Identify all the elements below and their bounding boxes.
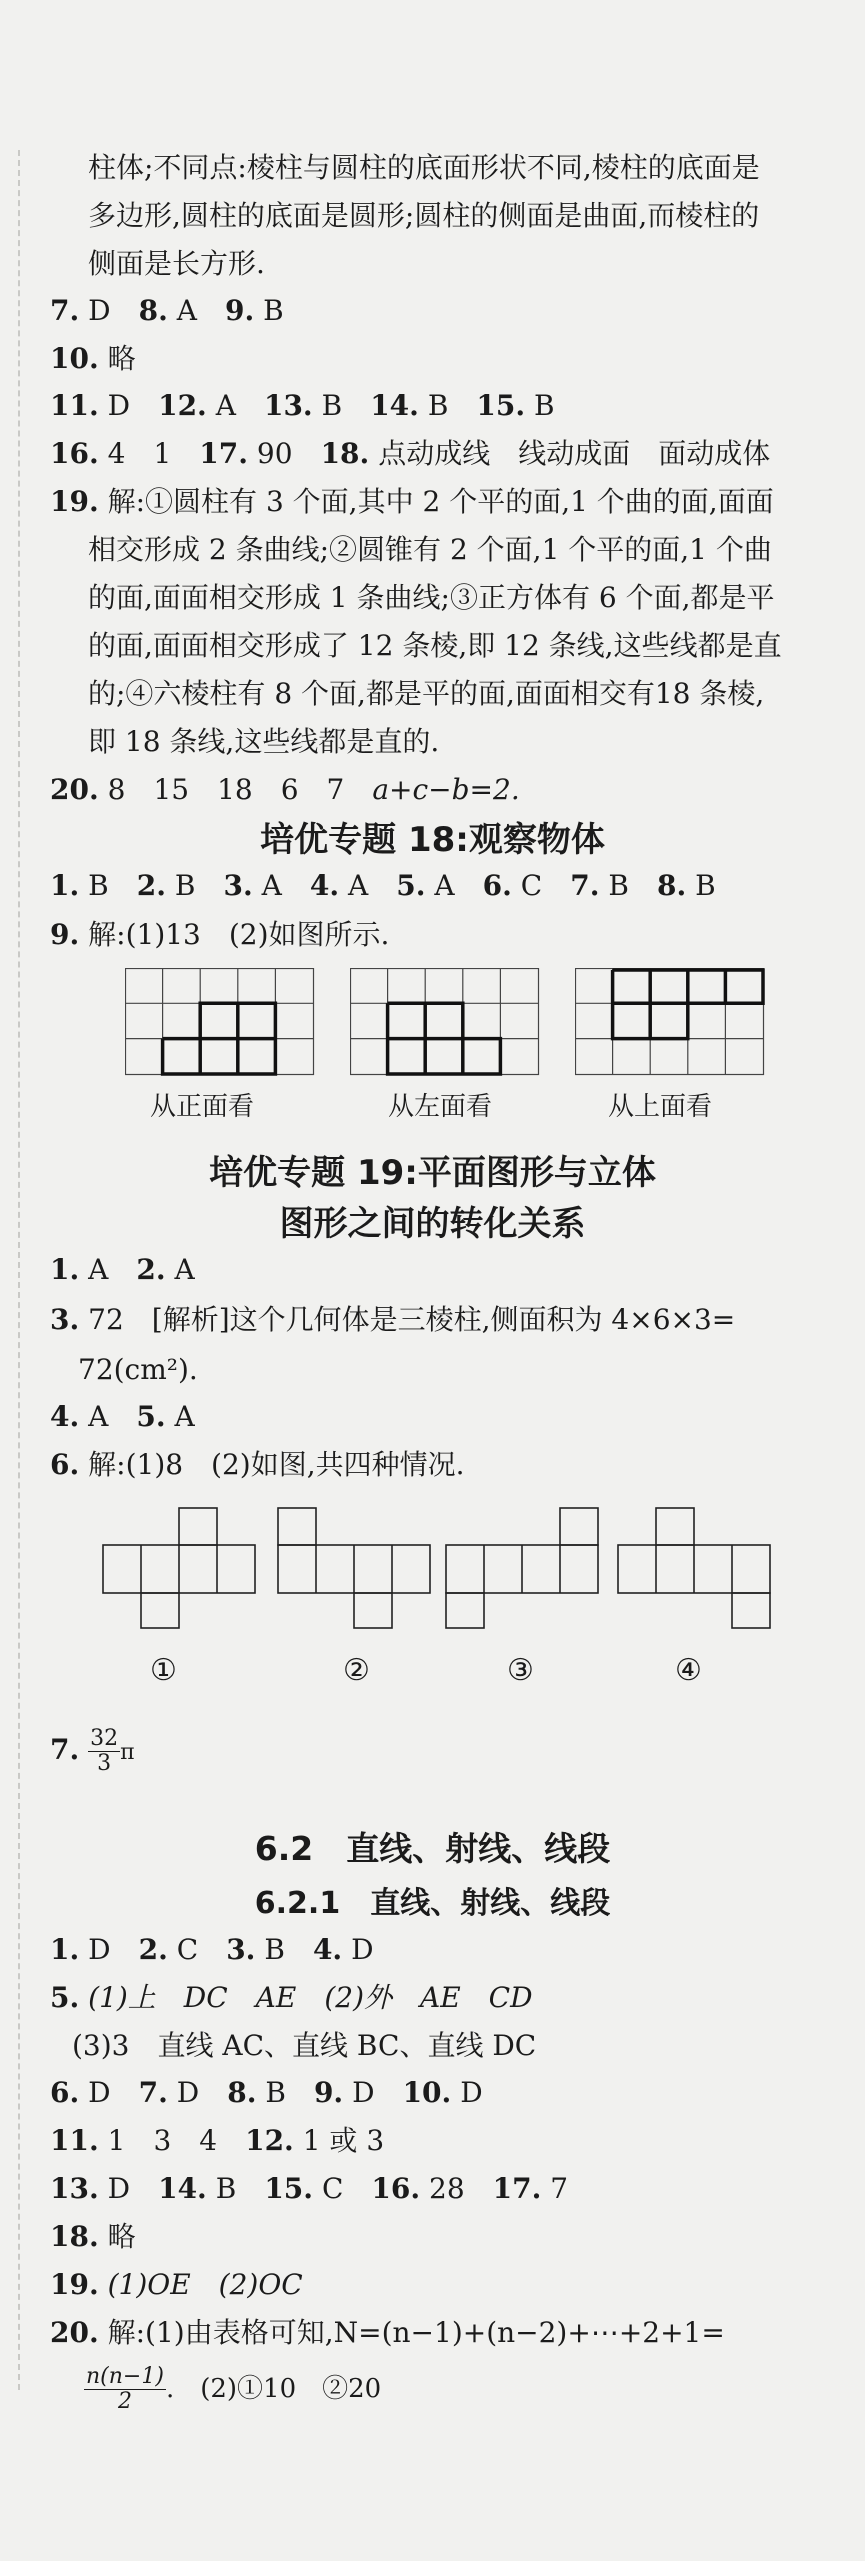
cube-net-2 xyxy=(275,1505,435,1631)
answer-line-16-18: 16. 4 1 17. 90 18. 点动成线 线动成面 面动成体 xyxy=(50,437,771,470)
binding-margin-line xyxy=(18,150,20,2390)
answer-19-line3: 的面,面面相交形成 1 条曲线;③正方体有 6 个面,都是平 xyxy=(88,581,775,614)
answer-19-line6: 即 18 条线,这些线都是直的. xyxy=(88,725,440,758)
answer-line-20: 20. 8 15 18 6 7 a+c−b=2. xyxy=(50,773,520,806)
answer-19-line4: 的面,面面相交形成了 12 条棱,即 12 条线,这些线都是直 xyxy=(88,629,782,662)
sec62-answer-line-11-12: 11. 1 3 4 12. 1 或 3 xyxy=(50,2124,385,2157)
sec19-answer-7: 7. $\frac{32}{3}$ π xyxy=(50,1726,135,1776)
sec19-answer-3-line1: 3. 72 [解析]这个几何体是三棱柱,侧面积为 4×6×3= xyxy=(50,1303,736,1336)
section-19-title-line1: 培优专题 19:平面图形与立体 xyxy=(209,1153,656,1193)
answer-19-line5: 的;④六棱柱有 8 个面,都是平的面,面面相交有18 条棱, xyxy=(88,677,765,710)
sec18-answer-line-1-8: 1. B 2. B 3. A 4. A 5. A 6. C 7. B 8. B xyxy=(50,869,716,902)
cube-net-4 xyxy=(615,1505,775,1631)
sec19-answer-6: 6. 解:(1)8 (2)如图,共四种情况. xyxy=(50,1448,465,1481)
net-label-1: ① xyxy=(150,1653,177,1688)
sec62-answer-20-line2: $\frac{n(n-1)}{2}$ . (2)①10 ②20 xyxy=(86,2364,382,2414)
answer-19-line2: 相交形成 2 条曲线;②圆锥有 2 个面,1 个平的面,1 个曲 xyxy=(88,533,772,566)
caption-top-view: 从上面看 xyxy=(608,1092,713,1122)
sec62-answer-line-13-17: 13. D 14. B 15. C 16. 28 17. 7 xyxy=(50,2172,569,2205)
sec62-answer-line-6-10: 6. D 7. D 8. B 9. D 10. D xyxy=(50,2076,483,2109)
sec62-answer-20-line1: 20. 解:(1)由表格可知,N=(n−1)+(n−2)+⋯+2+1= xyxy=(50,2316,725,2349)
sec62-answer-19: 19. (1)OE (2)OC xyxy=(50,2268,303,2301)
net-label-2: ② xyxy=(343,1653,370,1688)
left-view-grid xyxy=(350,968,540,1076)
q6-cont-line2: 多边形,圆柱的底面是圆形;圆柱的侧面是曲面,而棱柱的 xyxy=(88,199,760,232)
section-6-2-title: 6.2 直线、射线、线段 xyxy=(254,1829,611,1868)
net-label-4: ④ xyxy=(675,1653,702,1688)
sec62-answer-5-line2: (3)3 直线 AC、直线 BC、直线 DC xyxy=(72,2029,537,2062)
sec62-answer-5-line1: 5. (1)上 DC AE (2)外 AE CD xyxy=(50,1981,533,2014)
answer-line-10: 10. 略 xyxy=(50,342,136,375)
caption-front-view: 从正面看 xyxy=(150,1092,255,1122)
sec62-answer-line-1-4: 1. D 2. C 3. B 4. D xyxy=(50,1933,374,1966)
section-19-title-line2: 图形之间的转化关系 xyxy=(279,1204,586,1244)
front-view-grid xyxy=(125,968,315,1076)
net-label-3: ③ xyxy=(507,1653,534,1688)
sec18-answer-9: 9. 解:(1)13 (2)如图所示. xyxy=(50,918,390,951)
cube-net-1 xyxy=(100,1505,260,1631)
sec19-answer-3-line2: 72(cm²). xyxy=(78,1353,198,1386)
section-6-2-1-subtitle: 6.2.1 直线、射线、线段 xyxy=(254,1886,611,1921)
sec19-answer-line-4-5: 4. A 5. A xyxy=(50,1400,195,1433)
sec62-answer-18: 18. 略 xyxy=(50,2220,136,2253)
answer-line-7-9: 7. D 8. A 9. B xyxy=(50,294,284,327)
caption-left-view: 从左面看 xyxy=(388,1092,493,1122)
q6-cont-line1: 柱体;不同点:棱柱与圆柱的底面形状不同,棱柱的底面是 xyxy=(88,151,760,184)
answer-19-line1: 19. 解:①圆柱有 3 个面,其中 2 个平的面,1 个曲的面,面面 xyxy=(50,485,774,518)
q6-cont-line3: 侧面是长方形. xyxy=(88,247,265,280)
cube-net-3 xyxy=(443,1505,603,1631)
section-18-title: 培优专题 18:观察物体 xyxy=(260,820,605,860)
top-view-grid xyxy=(575,968,765,1076)
sec19-answer-line-1-2: 1. A 2. A xyxy=(50,1253,195,1286)
fraction-32-3: $\frac{32}{3}$ xyxy=(90,1726,119,1776)
answer-line-11-15: 11. D 12. A 13. B 14. B 15. B xyxy=(50,389,555,422)
fraction-n-n-1-over-2: $\frac{n(n-1)}{2}$ xyxy=(86,2364,164,2414)
